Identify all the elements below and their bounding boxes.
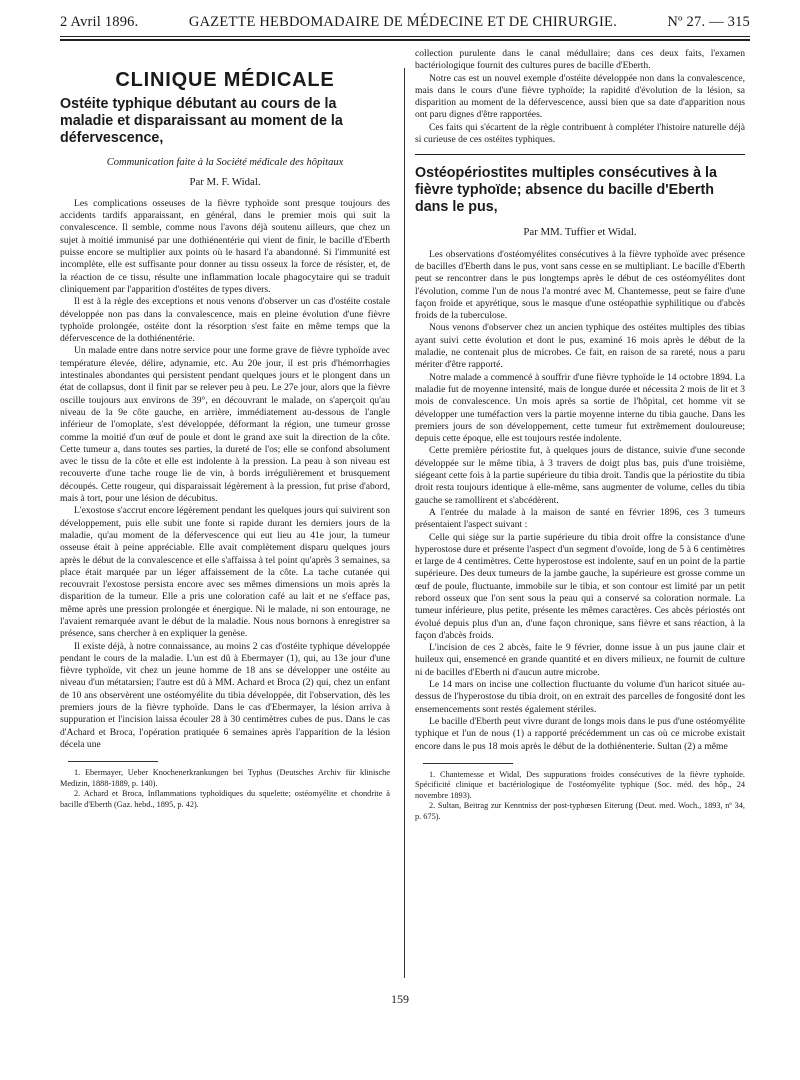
left-column (60, 69, 390, 810)
page-number: 159 (391, 992, 409, 1006)
right-column (415, 48, 745, 822)
article2-body (415, 249, 745, 753)
article2-footnote: 2. Sultan, Beitrag zur Kenntniss der post-typhœsen Eiterung (Deut. med. Woch., 1893, nº 34, p. 675). (415, 801, 745, 821)
article2-paragraph: A l'entrée du malade à la maison de santé en février 1896, ces 3 tumeurs présentaient l'aspect suivant : (415, 506, 745, 531)
article1-footnote: 1. Ebermayer, Ueber Knochenerkrankungen bei Typhus (Deutsches Archiv für klinische Medizin, 1888-1889, p. 140). (60, 768, 390, 788)
article2-paragraph: Le bacille d'Eberth peut vivre durant de longs mois dans le pus d'une ostéomyélite typhique et l'un de nous (1) a rapporté précédemment un cas où ce microbe existait encore dans le pus 18 mois après le début de la dothiénenterie. Sultan (2) a même (415, 715, 745, 752)
article1-title: Ostéite typhique débutant au cours de la maladie et disparaissant au moment de la défervescence, (60, 96, 343, 147)
header-rule-top (60, 36, 750, 37)
article1-paragraph: L'exostose s'accrut encore légèrement pendant les quelques jours qui suivirent son développement, puis elle subit une fonte si rapide durant les derniers jours de la maladie, qu'au moment de la défervescence qui eut lieu au 41e jour, la tumeur osseuse était à peine appréciable. Elle avait complètement disparu quelques jours après le début de la convalescence et elle s'affaissa à tel point qu'après 3 semaines, sa place était marquée par un léger affaissement de la côte. La tache cutanée qui recouvrait l'exostose persista encore avec ses mêmes dimensions un mois après la disparition de la tumeur. Elle a pris une coloration café au lait et ne s'efface pas, même après une pression prolongée et énergique. Ni le malade, ni son entourage, ne l'avaient remarquée avant le début de la maladie. Nous nous bornons à enregistrer sa présence, sans chercher à en expliquer la genèse. (60, 505, 390, 640)
footnote-rule (68, 761, 158, 762)
running-header (60, 10, 750, 34)
article1-communication: Communication faite à la Société médicale des hôpitaux (106, 157, 344, 169)
article1-byline: Par M. F. Widal. (189, 175, 261, 188)
article1-continuation (415, 48, 745, 146)
article2-paragraph: Les observations d'ostéomyélites consécutives à la fièvre typhoïde avec présence de bacilles d'Eberth dans le pus, vont sans cesse en se multipliant. Le bacille d'Eberth peut se rencontrer dans le pus longtemps après le début de ces ostéomyélites dont l'évolution, comme l'un de nous l'a montré avec M. Chantemesse, peut se faire d'une façon froide et apyrétique, sous le masque d'une ostéopathie syphilitique ou d'abcès froids de la tuberculose. (415, 248, 745, 322)
article-separator (415, 154, 745, 155)
article1-paragraph: Les complications osseuses de la fièvre typhoïde sont presque toujours des accidents tardifs apparaissant, en général, dans le premier mois qui suit la convalescence. Il semble, comme nous l'avons déjà soutenu ailleurs, que chez un sujet à moitié immunisé par une dothiénentérie qui vient de finir, le bacille d'Eberth puisse encore se multiplier aux points où le hasard l'a abandonné. Si l'immunité est incomplète, elle est suffisante pour donner au tissu osseux la force de résister, et, de la réaction de ce tissu, résulte une inflammation locale phagocytaire qui se traduit cliniquement par l'apparition d'ostéites de types divers. (60, 197, 390, 295)
header-rule-bottom (60, 39, 750, 41)
header-journal-title: GAZETTE HEBDOMADAIRE DE MÉDECINE ET DE CHIRURGIE. (188, 13, 617, 30)
article1-continuation-paragraph: Notre cas est un nouvel exemple d'ostéite développée non dans la convalescence, mais dans le cours d'une fièvre typhoïde; la rapidité d'évolution de la lésion, sa disparition au moment de la défervescence, aussi bien que sa date d'apparition nous ont paru dignes d'être rapportées. (415, 72, 745, 121)
article2-paragraph: Nous venons d'observer chez un ancien typhique des ostéites multiples des tibias ayant suivi cette évolution et dont le pus, examiné 16 mois après le début de la maladie, ne contenait plus de microbes. Ce fait, en raison de sa rareté, nous a paru mériter d'être rapporté. (415, 322, 745, 371)
footnote-rule (423, 763, 513, 764)
section-title: CLINIQUE MÉDICALE (115, 69, 335, 91)
article2-paragraph: Celle qui siège sur la partie supérieure du tibia droit offre la consistance d'une hyperostose dure et présente l'aspect d'un segment d'ovoïde, long de 5 à 6 centimètres et large de 4 centimètres. Cette hyperostose est indolente, sauf en un point de la partie supérieure. Des deux tumeurs de la jambe gauche, la supérieure est grosse comme un œuf de poule, fluctuante, immobile sur le tibia, et son contour est limité par un petit rebord osseux que l'on sent sous la peau qui a conservé sa coloration normale. La tumeur inférieure, plus petite, présente les mêmes caractères. Ces abcès périostés ont évolué depuis plus d'un an, d'une façon chronique, sans fièvre et sans réaction, à la façon d'abcès froids. (415, 531, 745, 641)
article1-paragraph: Il existe déjà, à notre connaissance, au moins 2 cas d'ostéite typhique développée pendant le cours de la maladie. L'un est dû à Ebermayer (1), qui, au 13e jour d'une fièvre typhoïde, vit chez un jeune homme de 18 ans se développer une ostéite au niveau d'un métatarsien; l'autre est dû à MM. Achard et Broca (2) qui, chez un enfant de 10 ans observèrent une ostéomyélite du tibia développée, dit l'observation, dès les premiers jours de la fièvre typhoïde. Dans le cas d'Ebermayer, la lésion arriva à suppuration et l'incision laissa écouler 28 à 30 centimètres cubes de pus. Dans le cas d'Achard et Broca, l'opération pratiquée 6 semaines après l'apparition de la lésion décela une (60, 640, 390, 750)
article1-continuation-paragraph: Ces faits qui s'écartent de la règle contribuent à compléter l'histoire naturelle déjà si curieuse de ces ostéites typhiques. (415, 121, 745, 146)
article1-continuation-paragraph: collection purulente dans le canal médullaire; dans ces deux faits, l'examen bactériologique fournit des cultures pures de bacille d'Eberth. (415, 48, 745, 72)
header-date: 2 Avril 1896. (60, 13, 139, 30)
article1-paragraph: Il est à la règle des exceptions et nous venons d'observer un cas d'ostéite costale développée non pas dans la convalescence, mais en pleine évolution d'une fièvre typhoïde prolongée, ostéite dont la résorption s'est faite en même temps que la défervescence de la dothiénentérie. (60, 296, 390, 345)
article2-paragraph: Notre malade a commencé à souffrir d'une fièvre typhoïde le 14 octobre 1894. La maladie fut de moyenne intensité, mais de longue durée et nécessita 2 mois de lit et 3 mois de convalescence. Un mois après sa sortie de l'hôpital, cet homme vit se développer une tuméfaction vers la partie moyenne interne du tibia gauche. Dans les premiers jours de son développement, cette tumeur fut extrêmement douloureuse; depuis cette époque, elle est toujours restée indolente. (415, 371, 745, 445)
header-issue-page: Nº 27. — 315 (667, 13, 750, 30)
article1-paragraph: Un malade entre dans notre service pour une forme grave de fièvre typhoïde avec température élevée, délire, adynamie, etc. Au 20e jour, il est pris d'hémorrhagies intestinales abondantes qui persistent pendant quelques jours et le plongent dans un état de collapsus, dont il finit par se relever peu à peu. Le 27e jour, alors que la fièvre oscille toujours aux environs de 39°, en découvrant le malade, on s'aperçoit qu'au niveau de la 9e côte gauche, en arrière, immédiatement au-dessous de l'angle inférieur de l'omoplate, s'est développée, déformant la région, une tumeur grosse comme la moitié d'un œuf de poule et dont le grand axe suit la direction de la côte. Cette tumeur a, dans toutes ses parties, la dureté de l'os; elle se confond absolument avec le tissu de la côte et elle est indolente à la pression. La peau à son niveau est recouverte d'une tache rouge lie de vin, à bords irrégulièrement et brusquement découpés. Cette rougeur, qui disparaissait légèrement à la pression, fut prise d'abord, mais à tort, pour une lésion de décubitus. (60, 345, 390, 505)
article2-paragraph: Cette première périostite fut, à quelques jours de distance, suivie d'une seconde développée sur le même tibia, à 3 travers de doigt plus bas, puis d'une troisième, siégeant cette fois à la partie supérieure du tibia droit. Tandis que la périostite du tibia droit resta toujours identique à elle-même, sans augmenter de volume, celles du tibia gauche se ramollirent et s'abcédèrent. (415, 445, 745, 506)
article2-paragraph: Le 14 mars on incise une collection fluctuante du volume d'un haricot située au-dessus de l'hyperostose du tibia droit, on en extrait des parcelles de fongosité dont les ensemencements sont restés également stériles. (415, 679, 745, 715)
article2-byline: Par MM. Tuffier et Widal. (523, 226, 637, 239)
article2-title: Ostéopériostites multiples consécutives à la fièvre typhoïde; absence du bacille d'Eberth dans le pus, (415, 165, 717, 216)
article1-footnote: 2. Achard et Broca, Inflammations typhoïdiques du squelette; ostéomyélite et chondrite à bacille d'Eberth (Gaz. hebd., 1895, p. 42). (60, 789, 390, 809)
column-divider (404, 68, 405, 978)
article1-body (60, 198, 390, 751)
article2-paragraph: L'incision de ces 2 abcès, faite le 9 février, donne issue à un pus jaune clair et huileux qui, ensemencé en grande quantité et en divers milieux, ne fournit de culture ni de bacilles d'Eberth ni d'aucun autre microbe. (415, 642, 745, 678)
article2-footnote: 1. Chantemesse et Widal, Des suppurations froides consécutives de la fièvre typhoïde. Spécificité clinique et bactériologique de l'ostéomyélite typhique (Soc. méd. des hôp., 24 novembre 1893). (415, 769, 745, 800)
